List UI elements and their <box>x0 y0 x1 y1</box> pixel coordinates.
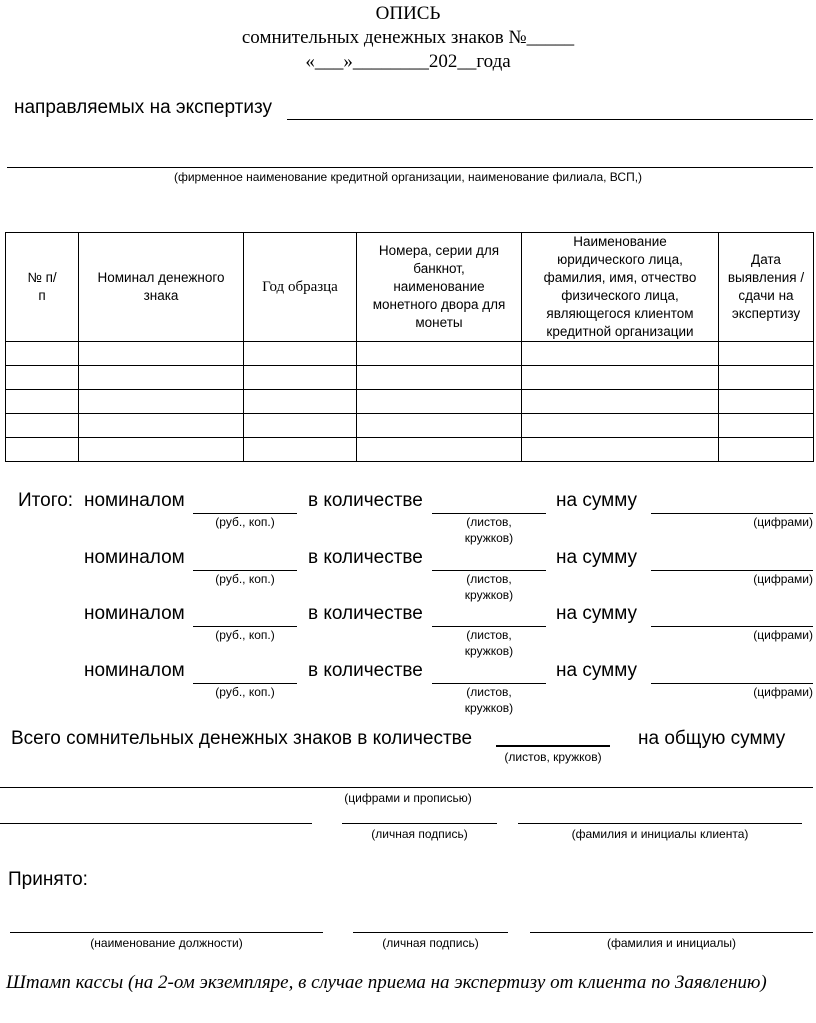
words-caption: (цифрами и прописью) <box>344 791 472 805</box>
accepted-signature-line[interactable] <box>353 932 508 933</box>
direction-fill-line[interactable] <box>287 119 813 120</box>
nominal-label: номиналом <box>84 490 185 511</box>
table-cell[interactable] <box>244 390 357 414</box>
sheets-caption-line-1: (листов, <box>466 515 512 529</box>
position-caption: (наименование должности) <box>90 936 243 950</box>
rub-caption: (руб., коп.) <box>215 628 275 642</box>
inventory-table <box>5 232 814 462</box>
table-row <box>6 342 814 366</box>
table-cell[interactable] <box>79 390 244 414</box>
table-header-row <box>6 233 814 342</box>
table-cell[interactable] <box>719 390 814 414</box>
org-caption: (фирменное наименование кредитной организации, наименование филиала, ВСП,) <box>173 170 643 184</box>
client-signature-caption: (личная подпись) <box>371 827 468 841</box>
sheets-caption-line-1: (листов, <box>466 685 512 699</box>
table-cell[interactable] <box>79 366 244 390</box>
sheets-caption-line-1: (листов, <box>466 628 512 642</box>
nominal-label: номиналом <box>84 547 185 568</box>
grand-total-quantity-line[interactable] <box>496 745 610 747</box>
column-header-series: Номера, серии для банкнот, наименование монетного двора для монеты <box>357 233 522 342</box>
grand-total-sum-label: на общую сумму <box>638 728 786 749</box>
digits-caption: (цифрами) <box>753 685 813 699</box>
sheets-caption-line-1: (листов, <box>466 572 512 586</box>
sum-label: на сумму <box>556 490 637 511</box>
table-cell[interactable] <box>6 366 79 390</box>
table-cell[interactable] <box>244 342 357 366</box>
table-cell[interactable] <box>522 414 719 438</box>
sum-label: на сумму <box>556 660 637 681</box>
table-cell[interactable] <box>79 438 244 462</box>
table-cell[interactable] <box>357 366 522 390</box>
accepted-label: Принято: <box>8 869 88 890</box>
sheets-caption-line-2: кружков) <box>464 531 514 545</box>
quantity-label: в количестве <box>308 603 423 624</box>
table-cell[interactable] <box>244 366 357 390</box>
rub-caption: (руб., коп.) <box>215 515 275 529</box>
table-cell[interactable] <box>719 438 814 462</box>
quantity-label: в количестве <box>308 490 423 511</box>
table-cell[interactable] <box>6 342 79 366</box>
rub-caption: (руб., коп.) <box>215 572 275 586</box>
table-cell[interactable] <box>79 342 244 366</box>
table-cell[interactable] <box>6 390 79 414</box>
table-cell[interactable] <box>6 414 79 438</box>
column-header-nominal: Номинал денежного знака <box>79 233 244 342</box>
quantity-label: в количестве <box>308 660 423 681</box>
table-cell[interactable] <box>357 414 522 438</box>
client-name-line[interactable] <box>518 823 802 824</box>
table-row <box>6 414 814 438</box>
nominal-label: номиналом <box>84 603 185 624</box>
table-cell[interactable] <box>357 342 522 366</box>
document-subtitle: сомнительных денежных знаков №_____ <box>241 27 575 48</box>
table-cell[interactable] <box>719 366 814 390</box>
accepted-signature-caption: (личная подпись) <box>382 936 479 950</box>
table-cell[interactable] <box>522 390 719 414</box>
sum-label: на сумму <box>556 603 637 624</box>
table-cell[interactable] <box>244 414 357 438</box>
client-name-caption: (фамилия и инициалы клиента) <box>571 827 749 841</box>
grand-total-label: Всего сомнительных денежных знаков в количестве <box>11 728 473 749</box>
table-row <box>6 366 814 390</box>
org-fill-line[interactable] <box>7 167 813 168</box>
column-header-client: Наименование юридического лица, фамилия, имя, отчество физического лица, являющегося клиентом кредитной организации <box>522 233 719 342</box>
sheets-caption-line-2: кружков) <box>464 701 514 715</box>
sheets-caption-line-2: кружков) <box>464 644 514 658</box>
column-header-date: Дата выявления /сдачи на экспертизу <box>719 233 814 342</box>
table-row <box>6 438 814 462</box>
digits-caption: (цифрами) <box>753 572 813 586</box>
table-cell[interactable] <box>79 414 244 438</box>
table-cell[interactable] <box>522 366 719 390</box>
date-line: «___»________202__года <box>305 51 511 72</box>
sheets-caption-line-2: кружков) <box>464 588 514 602</box>
column-header-year: Год образца <box>244 233 357 342</box>
column-header-number: № п/п <box>6 233 79 342</box>
grand-total-words-line[interactable] <box>0 787 813 788</box>
stamp-note: Штамп кассы (на 2-ом экземпляре, в случае приема на экспертизу от клиента по Заявлению) <box>6 972 767 993</box>
client-signature-line[interactable] <box>342 823 497 824</box>
document-title: ОПИСЬ <box>375 3 441 24</box>
direction-label: направляемых на экспертизу <box>14 97 272 118</box>
sheets-caption <box>432 514 546 546</box>
sheets-caption <box>432 684 546 716</box>
accepted-name-caption: (фамилия и инициалы) <box>607 936 736 950</box>
table-cell[interactable] <box>719 414 814 438</box>
rub-caption: (руб., коп.) <box>215 685 275 699</box>
client-signature-left-line[interactable] <box>0 823 312 824</box>
position-line[interactable] <box>10 932 323 933</box>
sheets-caption <box>432 627 546 659</box>
grand-total-sheets-caption: (листов, кружков) <box>504 750 602 764</box>
table-cell[interactable] <box>522 342 719 366</box>
table-cell[interactable] <box>719 342 814 366</box>
table-cell[interactable] <box>357 438 522 462</box>
nominal-label: номиналом <box>84 660 185 681</box>
table-cell[interactable] <box>357 390 522 414</box>
table-cell[interactable] <box>522 438 719 462</box>
table-row <box>6 390 814 414</box>
quantity-label: в количестве <box>308 547 423 568</box>
sum-label: на сумму <box>556 547 637 568</box>
table-cell[interactable] <box>244 438 357 462</box>
digits-caption: (цифрами) <box>753 628 813 642</box>
itogo-label: Итого: <box>18 490 74 511</box>
sheets-caption <box>432 571 546 603</box>
digits-caption: (цифрами) <box>753 515 813 529</box>
accepted-name-line[interactable] <box>530 932 813 933</box>
table-cell[interactable] <box>6 438 79 462</box>
